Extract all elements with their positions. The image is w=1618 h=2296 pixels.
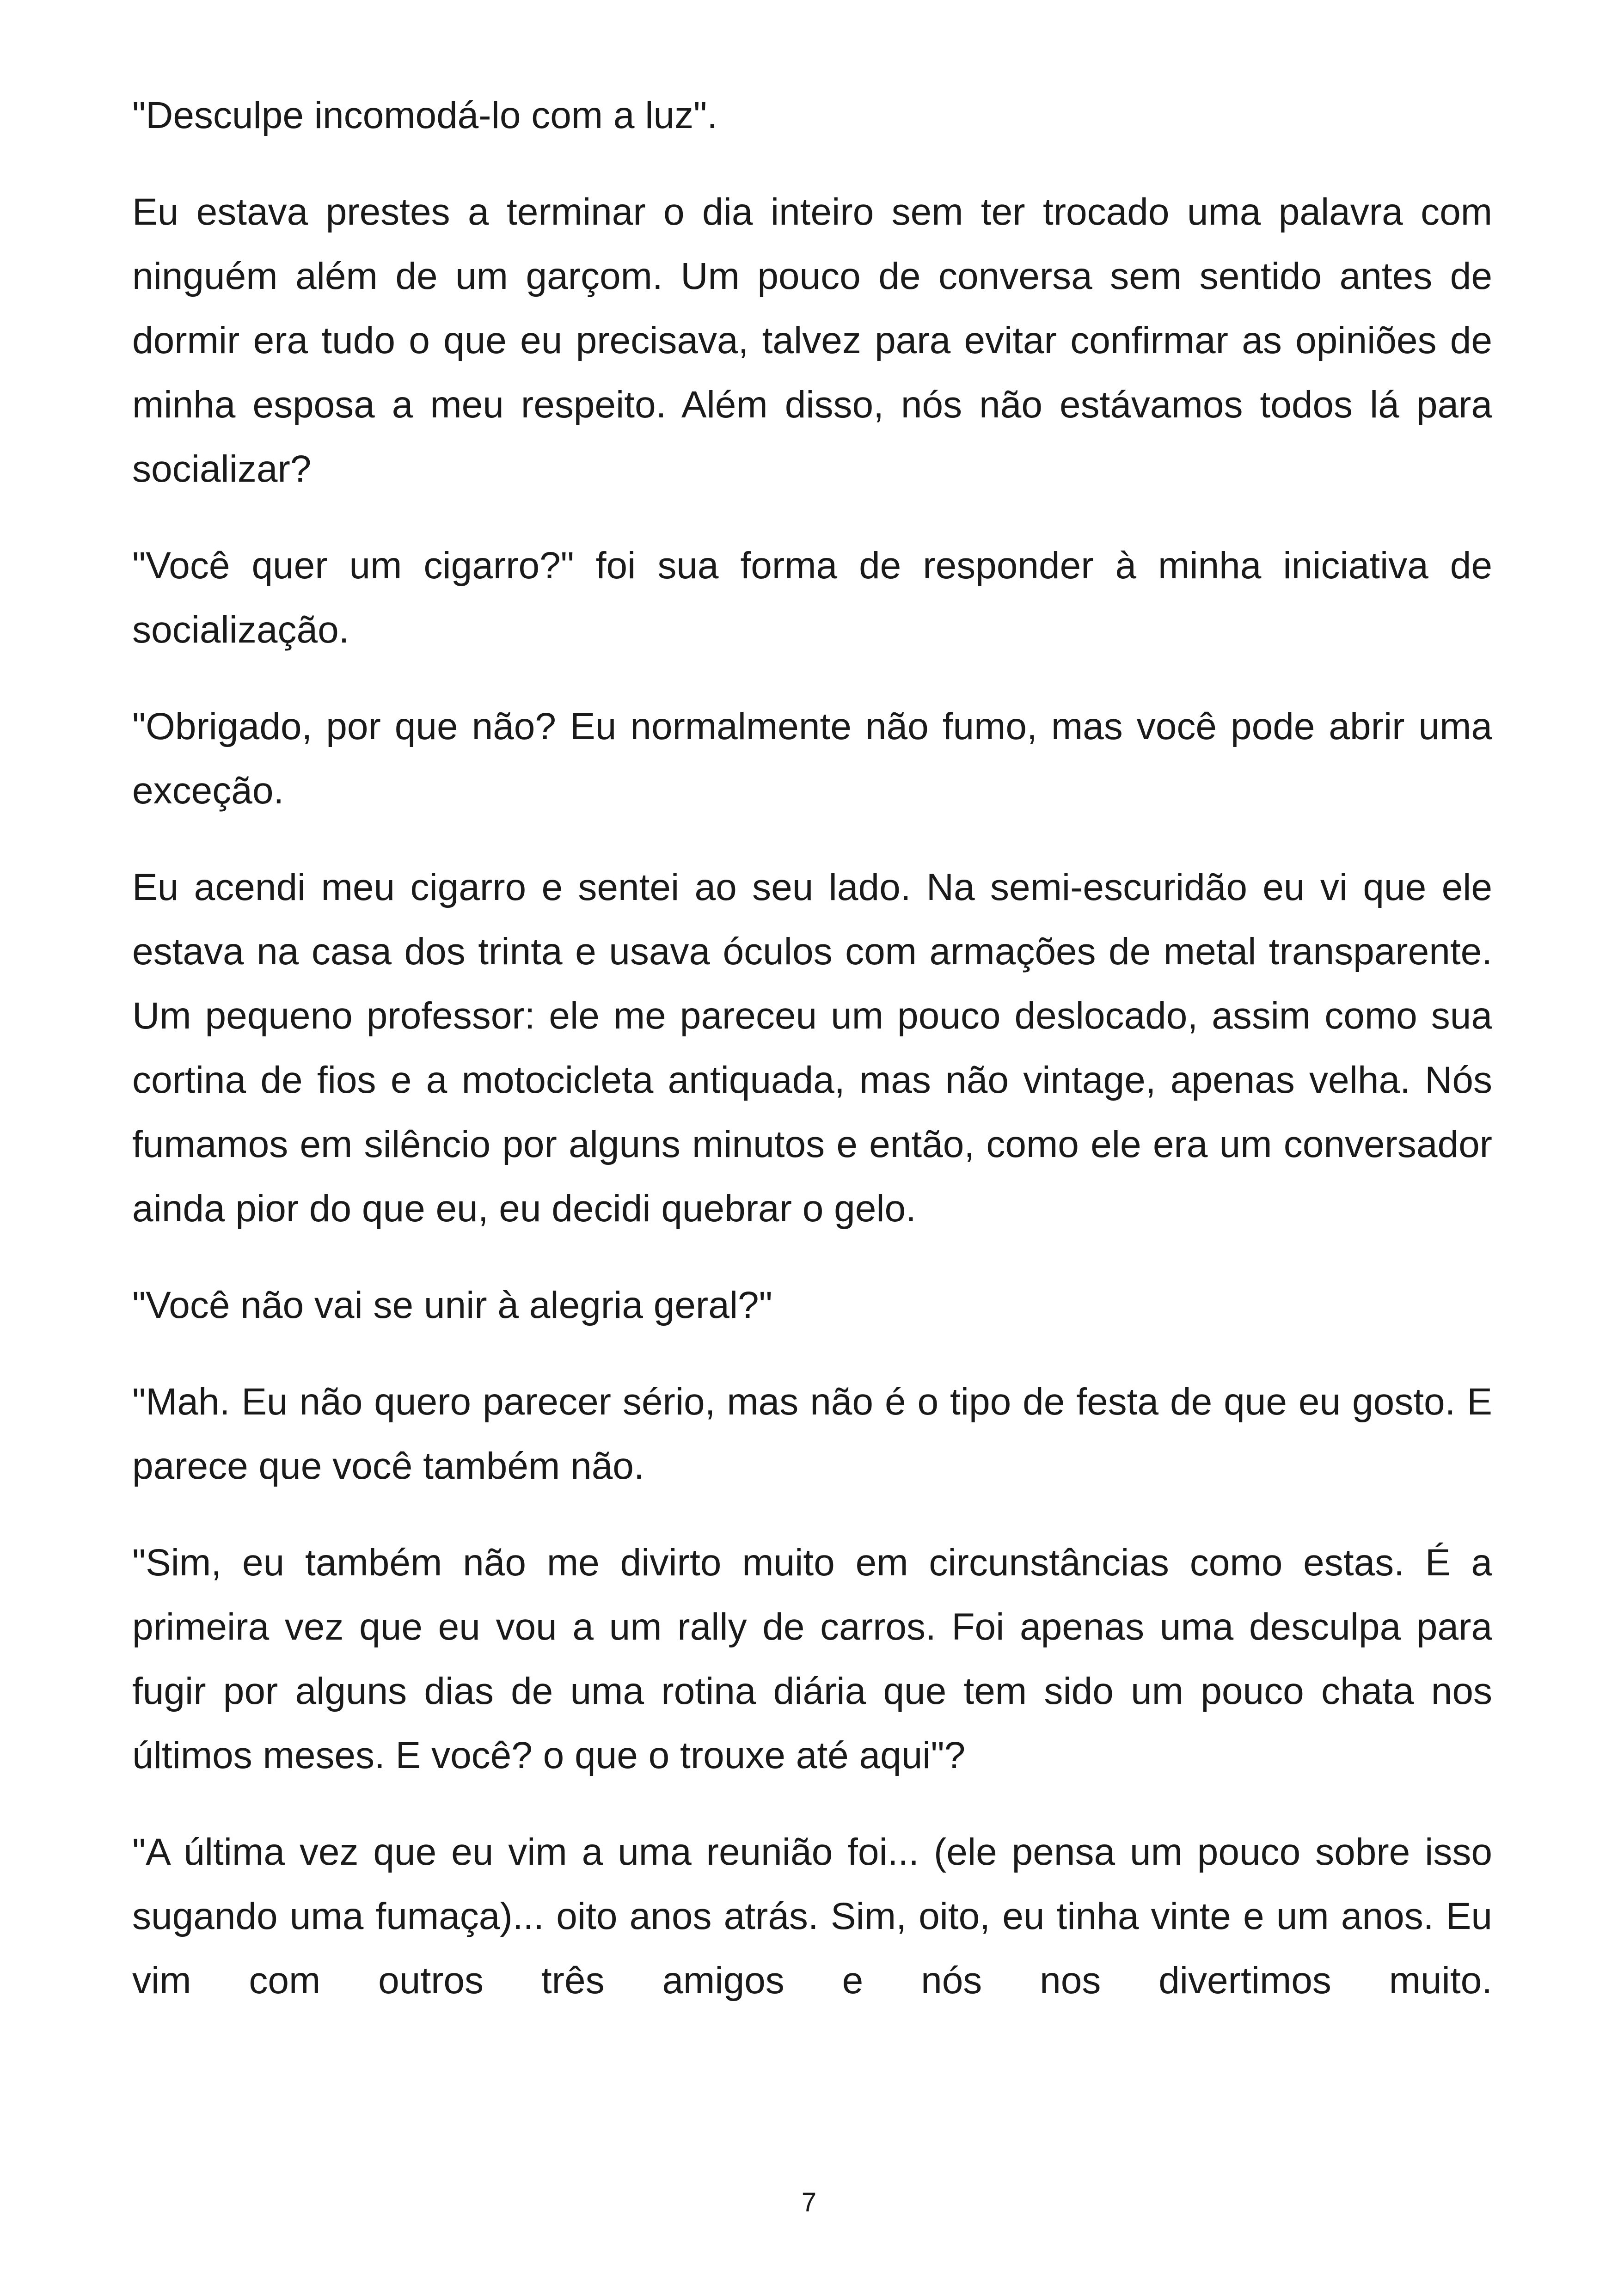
paragraph: "A última vez que eu vim a uma reunião foi... (ele pensa um pouco sobre isso sugando uma fumaça)... oito anos atrás. Sim, oito, eu tinha vinte e um anos. Eu vim com outros três amigos e nós nos divertimos muito. (132, 1831, 1492, 2002)
paragraph: "Obrigado, por que não? Eu normalmente não fumo, mas você pode abrir uma exceção. (132, 705, 1492, 812)
paragraph: "Desculpe incomodá-lo com a luz". (132, 94, 717, 136)
paragraph: "Você não vai se unir à alegria geral?" (132, 1284, 772, 1326)
page-number: 7 (801, 2187, 817, 2217)
paragraph: "Você quer um cigarro?" foi sua forma de responder à minha iniciativa de socialização. (132, 545, 1492, 651)
paragraph: Eu acendi meu cigarro e sentei ao seu lado. Na semi-escuridão eu vi que ele estava na casa dos trinta e usava óculos com armações de metal transparente. Um pequeno professor: ele me pareceu um pouco deslocado, assim como sua cortina de fios e a motocicleta antiquada, mas não vintage, apenas velha. Nós fumamos em silêncio por alguns minutos e então, como ele era um conversador ainda pior do que eu, eu decidi quebrar o gelo. (132, 866, 1492, 1230)
body-text (132, 83, 1492, 2013)
paragraph: "Mah. Eu não quero parecer sério, mas não é o tipo de festa de que eu gosto. E parece que você também não. (132, 1381, 1492, 1487)
paragraph: Eu estava prestes a terminar o dia inteiro sem ter trocado uma palavra com ninguém além de um garçom. Um pouco de conversa sem sentido antes de dormir era tudo o que eu precisava, talvez para evitar confirmar as opiniões de minha esposa a meu respeito. Além disso, nós não estávamos todos lá para socializar? (132, 191, 1492, 490)
paragraph: "Sim, eu também não me divirto muito em circunstâncias como estas. É a primeira vez que eu vou a um rally de carros. Foi apenas uma desculpa para fugir por alguns dias de uma rotina diária que tem sido um pouco chata nos últimos meses. E você? o que o trouxe até aqui"? (132, 1542, 1492, 1776)
